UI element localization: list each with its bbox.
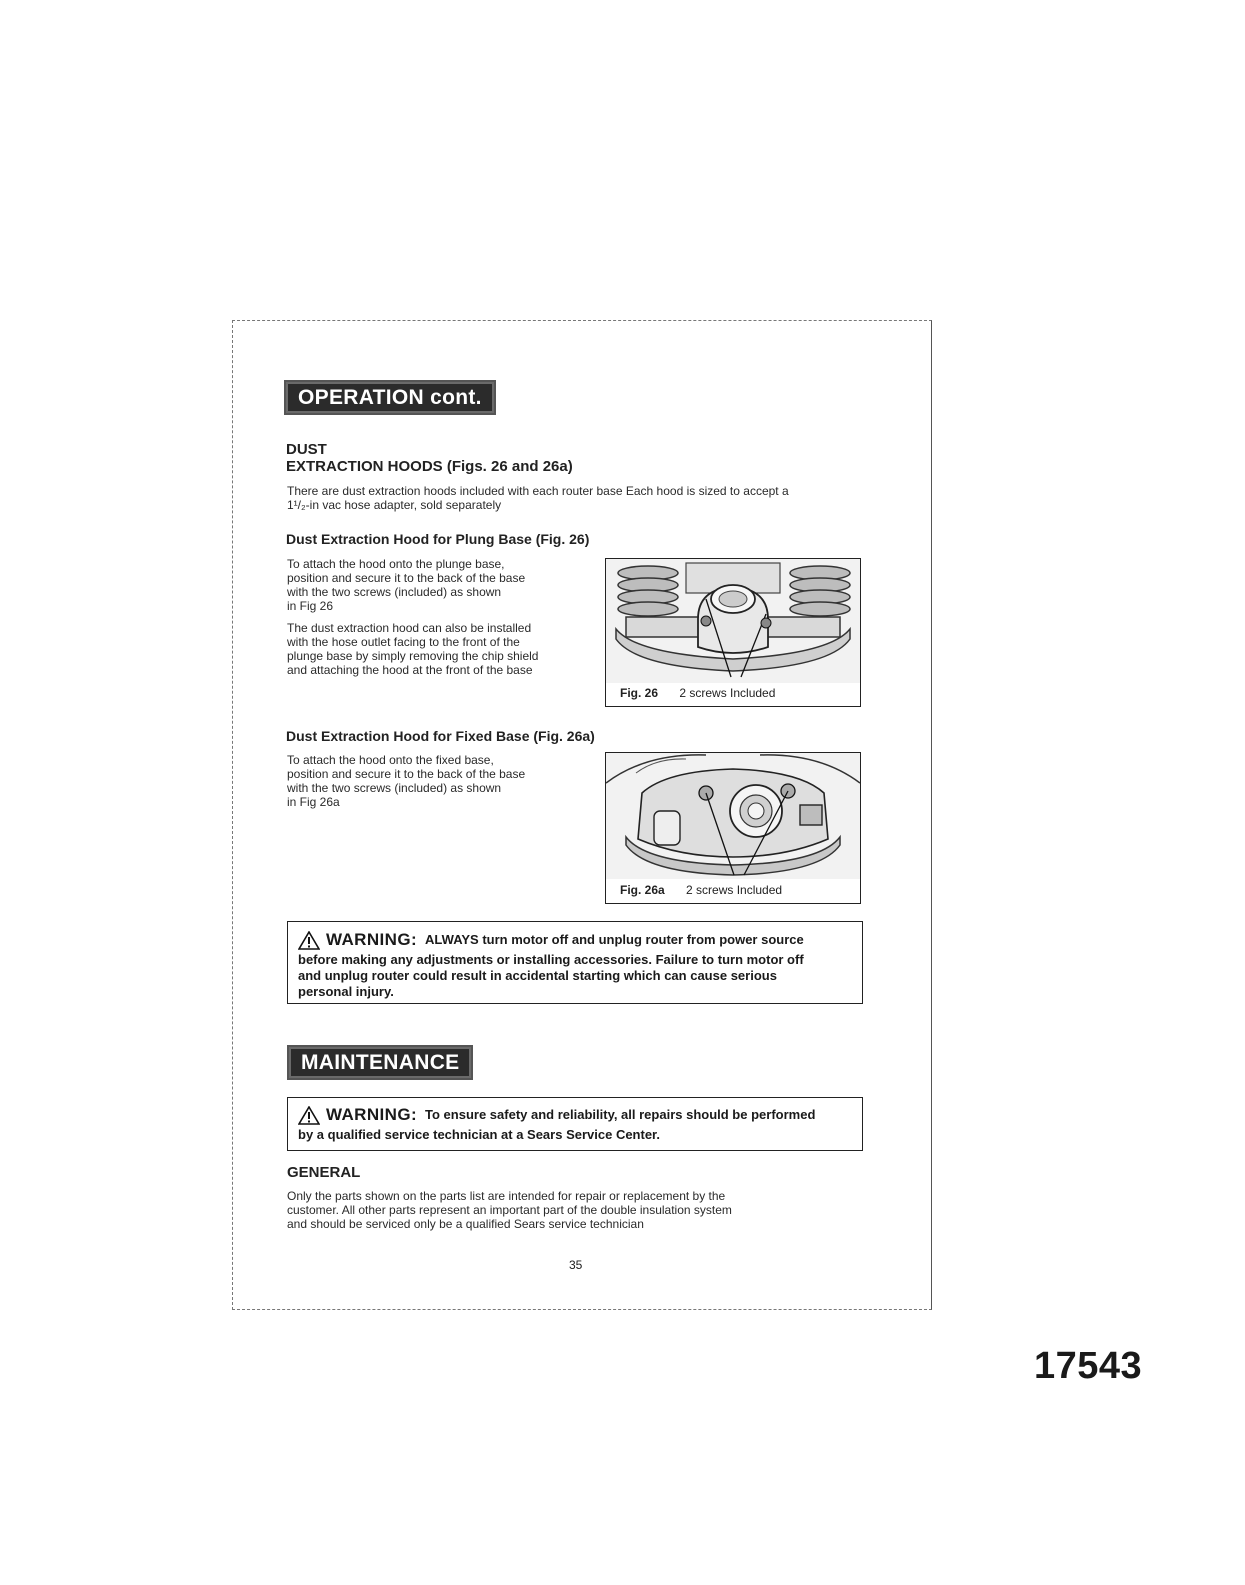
plunge-p1-line: with the two screws (included) as shown [287, 585, 502, 599]
fixed-p1-line: position and secure it to the back of the base [287, 767, 526, 781]
section-title-line1: DUST [286, 441, 327, 458]
warning-line-4: personal injury. [298, 984, 394, 999]
plunge-paragraph-2 [287, 621, 538, 677]
section-title-line2: EXTRACTION HOODS (Figs. 26 and 26a) [286, 458, 573, 475]
general-line-2: customer. All other parts represent an important part of the double insulation system [287, 1203, 732, 1217]
maintenance-warning-line-2: by a qualified service technician at a Sears Service Center. [298, 1127, 661, 1142]
plunge-p2-line: The dust extraction hood can also be installed [287, 621, 532, 635]
warning-box-power [287, 921, 863, 1004]
warning-line-2: before making any adjustments or installing accessories. Failure to turn motor off [298, 952, 804, 967]
intro-line-2: 1¹/₂-in vac hose adapter, sold separately [287, 498, 502, 512]
fixed-base-heading: Dust Extraction Hood for Fixed Base (Fig. 26a) [286, 728, 595, 744]
warning-box-service [287, 1097, 863, 1151]
fixed-p1-line: with the two screws (included) as shown [287, 781, 502, 795]
fixed-paragraph-1 [287, 753, 525, 809]
plunge-p1-line: To attach the hood onto the plunge base, [287, 557, 505, 571]
plunge-p2-line: and attaching the hood at the front of the base [287, 663, 533, 677]
plunge-p2-line: with the hose outlet facing to the front of the [287, 635, 520, 649]
fig-26a-label: Fig. 26a [620, 883, 665, 897]
warning-triangle-icon [298, 1106, 320, 1125]
intro-line-1: There are dust extraction hoods included with each router base Each hood is sized to accept a [287, 484, 789, 498]
maintenance-banner: MAINTENANCE [287, 1045, 473, 1080]
fixed-p1-line: in Fig 26a [287, 795, 340, 809]
fig-26-label: Fig. 26 [620, 686, 659, 700]
warning-title: WARNING: [326, 930, 418, 949]
warning-triangle-icon [298, 931, 320, 950]
maintenance-warning-title: WARNING: [326, 1105, 418, 1124]
document-id: 17543 [1034, 1345, 1143, 1387]
plunge-p1-line: in Fig 26 [287, 599, 334, 613]
figure-26a [605, 752, 861, 904]
router-fixed-base-photo [606, 753, 860, 879]
fig-26-caption [620, 686, 775, 700]
router-plunge-base-photo [606, 559, 860, 683]
section-title [286, 441, 573, 475]
warning-line-3: and unplug router could result in accidental starting which can cause serious [298, 968, 777, 983]
general-paragraph [287, 1189, 732, 1231]
plunge-p2-line: plunge base by simply removing the chip shield [287, 649, 539, 663]
page-number: 35 [569, 1258, 583, 1272]
maintenance-warning-line-1: To ensure safety and reliability, all repairs should be performed [425, 1107, 816, 1122]
warning-line-1: ALWAYS turn motor off and unplug router from power source [425, 932, 804, 947]
general-heading: GENERAL [287, 1164, 361, 1181]
plunge-base-heading: Dust Extraction Hood for Plung Base (Fig. 26) [286, 531, 590, 547]
fixed-p1-line: To attach the hood onto the fixed base, [287, 753, 494, 767]
operation-banner: OPERATION cont. [284, 380, 496, 415]
general-line-1: Only the parts shown on the parts list are intended for repair or replacement by the [287, 1189, 726, 1203]
figure-26 [605, 558, 861, 707]
fig-26a-caption [620, 883, 782, 897]
intro-paragraph [287, 484, 789, 512]
fig-26-text: 2 screws Included [679, 686, 776, 700]
fig-26a-text: 2 screws Included [686, 883, 783, 897]
general-line-3: and should be serviced only be a qualified Sears service technician [287, 1217, 644, 1231]
plunge-paragraph-1 [287, 557, 525, 613]
plunge-p1-line: position and secure it to the back of the base [287, 571, 526, 585]
